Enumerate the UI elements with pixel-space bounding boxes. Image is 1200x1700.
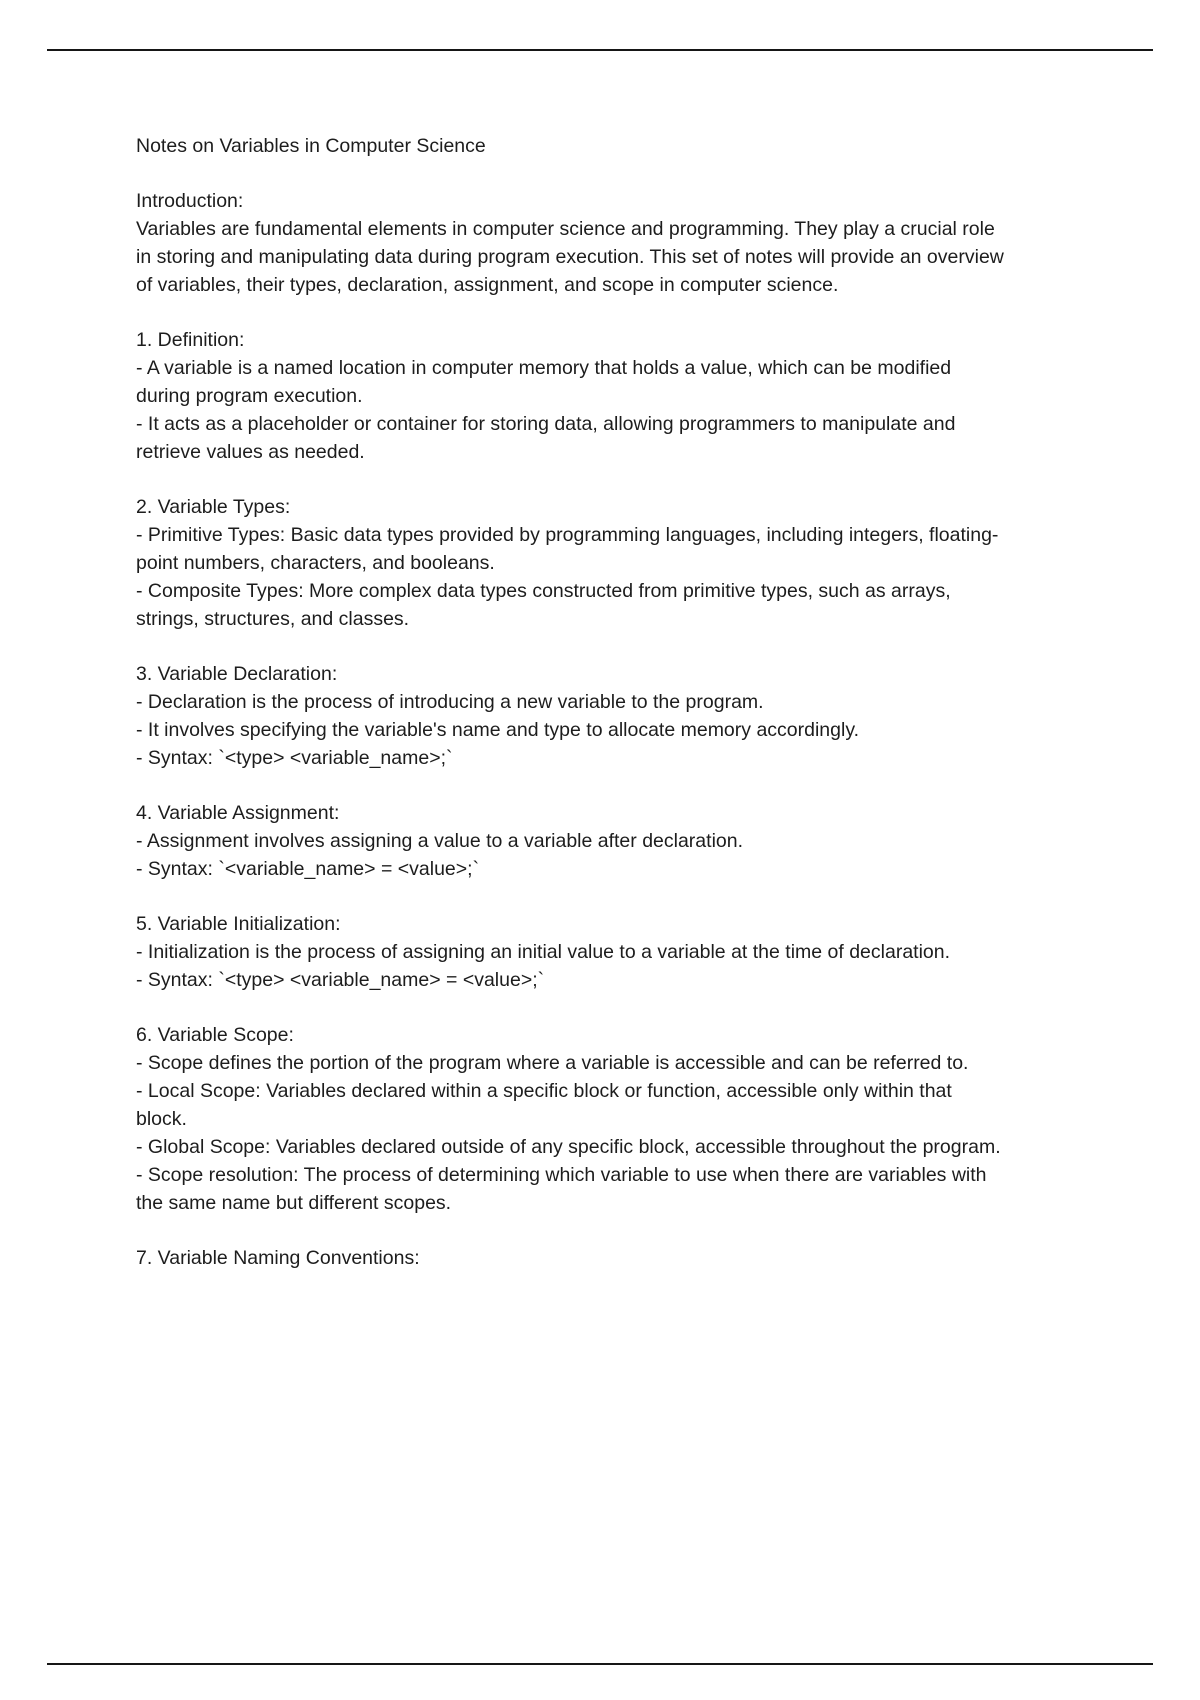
section-line: - A variable is a named location in computer memory that holds a value, which can be modified during program execution. <box>136 357 952 407</box>
section-heading: 5. Variable Initialization: <box>136 913 341 935</box>
section <box>136 187 1006 299</box>
section-line: - Global Scope: Variables declared outside of any specific block, accessible throughout the program. <box>136 1136 1001 1158</box>
section-line: - Declaration is the process of introducing a new variable to the program. <box>136 691 764 713</box>
section-heading: 1. Definition: <box>136 329 245 351</box>
sections-container <box>136 187 1006 1272</box>
section-heading: 4. Variable Assignment: <box>136 802 340 824</box>
document-title: Notes on Variables in Computer Science <box>136 135 486 157</box>
section <box>136 493 1006 633</box>
section-line: Variables are fundamental elements in computer science and programming. They play a crucial role in storing and manipulating data during program execution. This set of notes will provide an overview of variables, their types, declaration, assignment, and scope in computer science. <box>136 218 1004 296</box>
section <box>136 799 1006 883</box>
section <box>136 660 1006 772</box>
section-heading: 6. Variable Scope: <box>136 1024 294 1046</box>
section-heading: 2. Variable Types: <box>136 496 291 518</box>
section-line: - Scope defines the portion of the program where a variable is accessible and can be referred to. <box>136 1052 969 1074</box>
bottom-rule <box>47 1663 1153 1665</box>
section-line: - Initialization is the process of assigning an initial value to a variable at the time of declaration. <box>136 941 951 963</box>
top-rule <box>47 49 1153 51</box>
section-line: - Syntax: `<type> <variable_name> = <value>;` <box>136 969 545 991</box>
section <box>136 1021 1006 1217</box>
section-line: - Syntax: `<type> <variable_name>;` <box>136 747 453 769</box>
document-content <box>136 132 1006 1299</box>
section-line: - It involves specifying the variable's name and type to allocate memory accordingly. <box>136 719 860 741</box>
section-heading: Introduction: <box>136 190 244 212</box>
section-line: - It acts as a placeholder or container for storing data, allowing programmers to manipulate and retrieve values as needed. <box>136 413 956 463</box>
section-line: - Local Scope: Variables declared within a specific block or function, accessible only within that block. <box>136 1080 952 1130</box>
section-heading: 3. Variable Declaration: <box>136 663 338 685</box>
section-line: - Assignment involves assigning a value to a variable after declaration. <box>136 830 744 852</box>
section-heading: 7. Variable Naming Conventions: <box>136 1247 420 1269</box>
section <box>136 326 1006 466</box>
section <box>136 1244 1006 1272</box>
section-line: - Syntax: `<variable_name> = <value>;` <box>136 858 480 880</box>
section-line: - Composite Types: More complex data types constructed from primitive types, such as arrays, strings, structures, and classes. <box>136 580 951 630</box>
section <box>136 910 1006 994</box>
section-line: - Scope resolution: The process of determining which variable to use when there are variables with the same name but different scopes. <box>136 1164 987 1214</box>
section-line: - Primitive Types: Basic data types provided by programming languages, including integers, floating-point numbers, characters, and booleans. <box>136 524 999 574</box>
